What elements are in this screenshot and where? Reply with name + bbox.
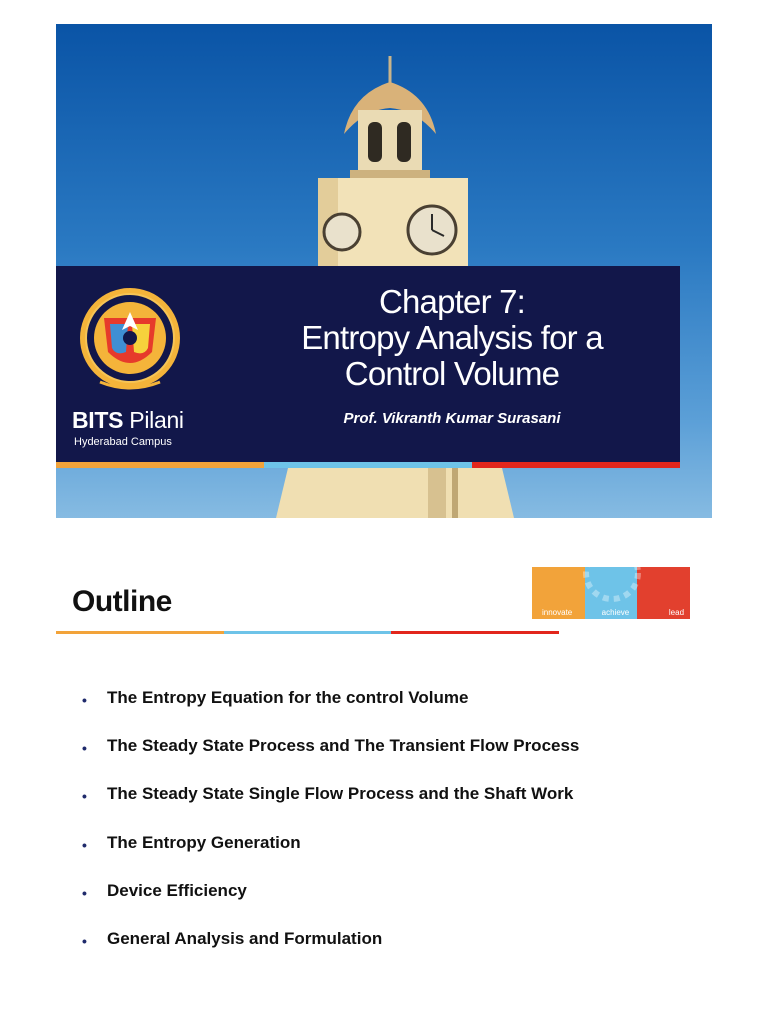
chapter-title-line-2: Control Volume: [344, 355, 560, 392]
tag-innovate: [532, 567, 585, 619]
outline-item-text: The Entropy Equation for the control Volume: [107, 688, 469, 707]
chapter-number: Chapter 7:: [378, 283, 526, 320]
bullet-icon: •: [82, 884, 87, 901]
chapter-title: [252, 284, 652, 392]
tag-achieve: [585, 567, 638, 619]
bullet-icon: •: [82, 740, 87, 757]
bullet-icon: •: [82, 932, 87, 949]
brand-regular: Pilani: [123, 407, 184, 433]
innovate-achieve-lead-logo: [532, 567, 690, 619]
tag-lead-label: lead: [668, 608, 685, 617]
brand-bold: BITS: [72, 407, 124, 433]
outline-item-text: The Entropy Generation: [107, 832, 301, 852]
tag-innovate-label: innovate: [542, 608, 573, 617]
tag-achieve-label: achieve: [601, 608, 630, 617]
outline-item-text: Device Efficiency: [107, 880, 247, 900]
campus-label: Hyderabad Campus: [74, 436, 172, 448]
outline-item-text: General Analysis and Formulation: [107, 928, 383, 948]
chapter-title-line-1: Entropy Analysis for a: [301, 319, 603, 356]
bits-pilani-wordmark: [72, 407, 184, 434]
bullet-icon: •: [82, 788, 87, 805]
outline-item-text: The Steady State Process and The Transient Flow Process: [107, 736, 580, 756]
bits-emblem-logo: [70, 282, 190, 400]
bullet-icon: •: [82, 692, 87, 708]
title-color-stripe: [56, 462, 680, 468]
tag-lead: [637, 567, 690, 619]
outline-color-rule: [56, 631, 559, 634]
author-name: Prof. Vikranth Kumar Surasani: [343, 410, 561, 427]
bullet-icon: •: [82, 836, 87, 853]
outline-item-text: The Steady State Single Flow Process and the Shaft Work: [107, 784, 574, 804]
outline-heading: Outline: [72, 585, 172, 618]
